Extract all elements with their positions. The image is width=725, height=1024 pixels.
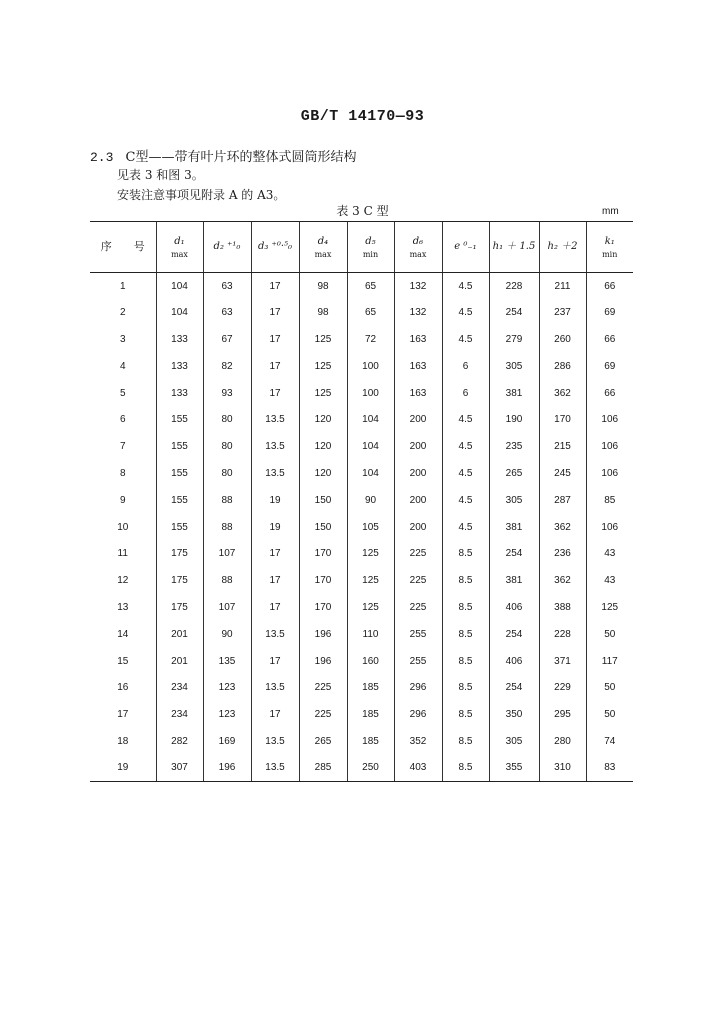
table-unit: mm: [602, 206, 619, 217]
table-cell: 245: [539, 460, 586, 487]
header-cell: d₂ ⁺¹₀: [203, 222, 251, 273]
table-cell: 296: [394, 701, 442, 728]
table-cell: 125: [347, 540, 394, 567]
table-cell: 225: [299, 701, 347, 728]
table-cell: 155: [156, 487, 203, 514]
table-cell: 8.5: [442, 594, 489, 621]
table-cell: 4.5: [442, 487, 489, 514]
header-cell: 序 号: [90, 222, 156, 273]
table-cell: 13.5: [251, 674, 299, 701]
table-cell: 17: [251, 701, 299, 728]
row-number-cell: 2: [119, 307, 126, 319]
table-cell: 125: [299, 326, 347, 353]
table-cell: 169: [203, 728, 251, 755]
table-cell: 287: [539, 487, 586, 514]
table-cell: 88: [203, 567, 251, 594]
table-cell: 50: [586, 621, 633, 648]
table-cell: 8.5: [442, 674, 489, 701]
header-cell: e ⁰₋₁: [442, 222, 489, 273]
table-cell: 150: [299, 487, 347, 514]
table-cell: 211: [539, 273, 586, 300]
header-cell: k₁ min: [586, 222, 633, 273]
table-cell: 234: [156, 701, 203, 728]
spec-table: [90, 221, 633, 782]
table-cell: 105: [347, 514, 394, 541]
table-cell: 93: [203, 380, 251, 407]
table-cell: 117: [586, 648, 633, 675]
table-cell: 160: [347, 648, 394, 675]
table-cell: 155: [156, 433, 203, 460]
row-number-cell: 11: [117, 548, 128, 560]
table-cell: 175: [156, 567, 203, 594]
table-cell: 80: [203, 460, 251, 487]
table-row: [90, 273, 633, 300]
table-row: [90, 594, 633, 621]
table-row: [90, 728, 633, 755]
table-cell: 4.5: [442, 326, 489, 353]
table-row: [90, 380, 633, 407]
table-cell: 90: [347, 487, 394, 514]
table-cell: 8.5: [442, 701, 489, 728]
table-cell: 185: [347, 701, 394, 728]
row-number-cell: 14: [117, 628, 129, 640]
table-cell: 98: [299, 273, 347, 300]
table-row: [90, 514, 633, 541]
table-cell: 123: [203, 701, 251, 728]
table-cell: 125: [299, 380, 347, 407]
table-cell: 286: [539, 353, 586, 380]
table-cell: 296: [394, 674, 442, 701]
table-row: [90, 567, 633, 594]
table-cell: 170: [539, 406, 586, 433]
table-cell: 17: [251, 326, 299, 353]
table-cell: 125: [347, 567, 394, 594]
table-cell: 196: [203, 755, 251, 782]
table-cell: 403: [394, 755, 442, 782]
header-cell: h₂ ＋2: [539, 222, 586, 273]
table-cell: 100: [347, 380, 394, 407]
table-cell: 120: [299, 433, 347, 460]
table-cell: 67: [203, 326, 251, 353]
table-cell: 305: [489, 487, 539, 514]
table-cell: 125: [586, 594, 633, 621]
table-cell: 307: [156, 755, 203, 782]
header-cell: d₅ min: [347, 222, 394, 273]
table-cell: 234: [156, 674, 203, 701]
installation-note: 安装注意事项见附录 A 的 A3。: [117, 188, 286, 202]
table-cell: 72: [347, 326, 394, 353]
table-header-row: [90, 222, 633, 273]
table-cell: 260: [539, 326, 586, 353]
table-cell: 155: [156, 514, 203, 541]
table-cell: 305: [489, 728, 539, 755]
table-cell: 406: [489, 594, 539, 621]
table-caption: 表 3 C 型: [336, 204, 389, 218]
table-row: [90, 433, 633, 460]
table-cell: 90: [203, 621, 251, 648]
table-cell: 254: [489, 674, 539, 701]
table-cell: 66: [586, 326, 633, 353]
table-cell: 200: [394, 487, 442, 514]
table-row: [90, 299, 633, 326]
row-number-cell: 16: [117, 682, 129, 694]
table-cell: 350: [489, 701, 539, 728]
document-header: GB/T 14170—93: [300, 108, 425, 125]
table-row: [90, 487, 633, 514]
row-number-cell: 15: [117, 655, 129, 667]
section-heading: [90, 146, 357, 165]
header-cell: d₄ max: [299, 222, 347, 273]
table-cell: 362: [539, 567, 586, 594]
table-cell: 295: [539, 701, 586, 728]
table-row: [90, 621, 633, 648]
table-cell: 104: [347, 433, 394, 460]
table-cell: 100: [347, 353, 394, 380]
table-cell: 80: [203, 406, 251, 433]
table-cell: 170: [299, 540, 347, 567]
table-row: [90, 648, 633, 675]
table-cell: 17: [251, 540, 299, 567]
header-cell: d₆ max: [394, 222, 442, 273]
table-cell: 107: [203, 594, 251, 621]
table-cell: 4.5: [442, 433, 489, 460]
table-cell: 225: [299, 674, 347, 701]
table-cell: 98: [299, 299, 347, 326]
reference-line: 见表 3 和图 3。: [117, 168, 204, 182]
table-cell: 175: [156, 540, 203, 567]
table-cell: 352: [394, 728, 442, 755]
row-number-cell: 9: [119, 494, 126, 506]
table-cell: 125: [347, 594, 394, 621]
table-cell: 88: [203, 514, 251, 541]
table-cell: 104: [347, 406, 394, 433]
table-row: [90, 540, 633, 567]
table-cell: 310: [539, 755, 586, 782]
header-cell: h₁ ＋ 1.5: [489, 222, 539, 273]
table-cell: 65: [347, 299, 394, 326]
table-cell: 132: [394, 299, 442, 326]
table-cell: 50: [586, 674, 633, 701]
table-cell: 200: [394, 433, 442, 460]
table-cell: 107: [203, 540, 251, 567]
table-cell: 237: [539, 299, 586, 326]
table-cell: 8.5: [442, 540, 489, 567]
table-cell: 8.5: [442, 621, 489, 648]
table-cell: 83: [586, 755, 633, 782]
table-cell: 8.5: [442, 755, 489, 782]
table-cell: 135: [203, 648, 251, 675]
table-cell: 175: [156, 594, 203, 621]
table-cell: 13.5: [251, 755, 299, 782]
table-cell: 63: [203, 273, 251, 300]
table-cell: 362: [539, 380, 586, 407]
row-number-cell: 3: [119, 333, 126, 345]
table-cell: 8.5: [442, 567, 489, 594]
table-cell: 4.5: [442, 299, 489, 326]
table-cell: 265: [489, 460, 539, 487]
table-cell: 104: [156, 299, 203, 326]
row-number-cell: 10: [117, 521, 129, 533]
table-cell: 201: [156, 621, 203, 648]
header-cell: d₃ ⁺⁰·⁵₀: [251, 222, 299, 273]
table-cell: 13.5: [251, 728, 299, 755]
table-row: [90, 674, 633, 701]
table-cell: 50: [586, 701, 633, 728]
table-cell: 265: [299, 728, 347, 755]
row-number-cell: 19: [90, 755, 156, 782]
table-cell: 4.5: [442, 406, 489, 433]
table-row: [90, 701, 633, 728]
row-number-cell: 13: [117, 601, 129, 613]
table-cell: 255: [394, 621, 442, 648]
table-cell: 4.5: [442, 273, 489, 300]
table-cell: 133: [156, 326, 203, 353]
table-cell: 280: [539, 728, 586, 755]
table-cell: 17: [251, 273, 299, 300]
table-cell: 8.5: [442, 728, 489, 755]
table-cell: 82: [203, 353, 251, 380]
table-cell: 170: [299, 594, 347, 621]
table-cell: 362: [539, 514, 586, 541]
table-cell: 254: [489, 299, 539, 326]
table-cell: 120: [299, 460, 347, 487]
table-cell: 104: [156, 273, 203, 300]
table-cell: 228: [539, 621, 586, 648]
table-cell: 381: [489, 380, 539, 407]
row-number-cell: 5: [119, 387, 126, 399]
table-cell: 66: [586, 273, 633, 300]
row-number-cell: 8: [119, 467, 126, 479]
table-cell: 200: [394, 514, 442, 541]
table-cell: 106: [586, 460, 633, 487]
table-cell: 4.5: [442, 460, 489, 487]
table-cell: 13.5: [251, 406, 299, 433]
table-cell: 255: [394, 648, 442, 675]
table-cell: 201: [156, 648, 203, 675]
table-cell: 13.5: [251, 460, 299, 487]
table-cell: 104: [347, 460, 394, 487]
table-cell: 371: [539, 648, 586, 675]
table-cell: 225: [394, 567, 442, 594]
table-cell: 155: [156, 406, 203, 433]
table-cell: 215: [539, 433, 586, 460]
table-cell: 13.5: [251, 621, 299, 648]
table-cell: 133: [156, 380, 203, 407]
row-number-cell: 12: [117, 575, 129, 587]
table-row: [90, 406, 633, 433]
table-body: [90, 273, 633, 782]
table-cell: 355: [489, 755, 539, 782]
table-cell: 228: [489, 273, 539, 300]
table-cell: 235: [489, 433, 539, 460]
table-cell: 279: [489, 326, 539, 353]
table-cell: 250: [347, 755, 394, 782]
table-cell: 236: [539, 540, 586, 567]
table-cell: 150: [299, 514, 347, 541]
table-cell: 6: [442, 380, 489, 407]
table-cell: 185: [347, 728, 394, 755]
row-number-cell: 6: [119, 414, 126, 426]
table-cell: 196: [299, 648, 347, 675]
table-cell: 110: [347, 621, 394, 648]
table-cell: 63: [203, 299, 251, 326]
table-cell: 106: [586, 406, 633, 433]
header-cell: d₁ max: [156, 222, 203, 273]
table-cell: 120: [299, 406, 347, 433]
row-number-cell: 18: [117, 735, 129, 747]
table-cell: 123: [203, 674, 251, 701]
table-cell: 69: [586, 299, 633, 326]
table-cell: 65: [347, 273, 394, 300]
table-cell: 19: [251, 514, 299, 541]
table-cell: 229: [539, 674, 586, 701]
table-cell: 406: [489, 648, 539, 675]
table-cell: 74: [586, 728, 633, 755]
table-cell: 381: [489, 514, 539, 541]
table-cell: 19: [251, 487, 299, 514]
table-cell: 196: [299, 621, 347, 648]
table-cell: 155: [156, 460, 203, 487]
table-cell: 200: [394, 406, 442, 433]
table-cell: 66: [586, 380, 633, 407]
table-cell: 170: [299, 567, 347, 594]
table-cell: 225: [394, 594, 442, 621]
table-cell: 13.5: [251, 433, 299, 460]
section-title: C型——带有叶片环的整体式圆筒形结构: [125, 150, 357, 165]
table-cell: 388: [539, 594, 586, 621]
section-number: 2.3: [90, 150, 114, 165]
table-cell: 4.5: [442, 514, 489, 541]
table-cell: 200: [394, 460, 442, 487]
table-cell: 43: [586, 567, 633, 594]
table-cell: 17: [251, 299, 299, 326]
table-cell: 106: [586, 433, 633, 460]
row-number-cell: 17: [117, 709, 129, 721]
table-cell: 85: [586, 487, 633, 514]
table-cell: 69: [586, 353, 633, 380]
table-cell: 285: [299, 755, 347, 782]
table-cell: 163: [394, 380, 442, 407]
table-cell: 282: [156, 728, 203, 755]
table-cell: 132: [394, 273, 442, 300]
table-cell: 8.5: [442, 648, 489, 675]
table-cell: 185: [347, 674, 394, 701]
table-cell: 133: [156, 353, 203, 380]
table-cell: 80: [203, 433, 251, 460]
table-cell: 17: [251, 648, 299, 675]
table-cell: 88: [203, 487, 251, 514]
table-row: [90, 460, 633, 487]
table-cell: 17: [251, 380, 299, 407]
table-cell: 17: [251, 353, 299, 380]
table-cell: 43: [586, 540, 633, 567]
table-cell: 163: [394, 353, 442, 380]
table-cell: 17: [251, 594, 299, 621]
table-row: [90, 326, 633, 353]
row-number-cell: 4: [119, 360, 126, 372]
row-number-cell: 1: [119, 280, 126, 292]
table-cell: 254: [489, 540, 539, 567]
table-cell: 225: [394, 540, 442, 567]
table-cell: 381: [489, 567, 539, 594]
table-row: [90, 353, 633, 380]
table-cell: 163: [394, 326, 442, 353]
table-cell: 125: [299, 353, 347, 380]
table-cell: 190: [489, 406, 539, 433]
table-cell: 106: [586, 514, 633, 541]
table-cell: 17: [251, 567, 299, 594]
table-cell: 6: [442, 353, 489, 380]
table-row: [90, 755, 633, 782]
table-cell: 254: [489, 621, 539, 648]
table-cell: 305: [489, 353, 539, 380]
row-number-cell: 7: [119, 441, 126, 453]
